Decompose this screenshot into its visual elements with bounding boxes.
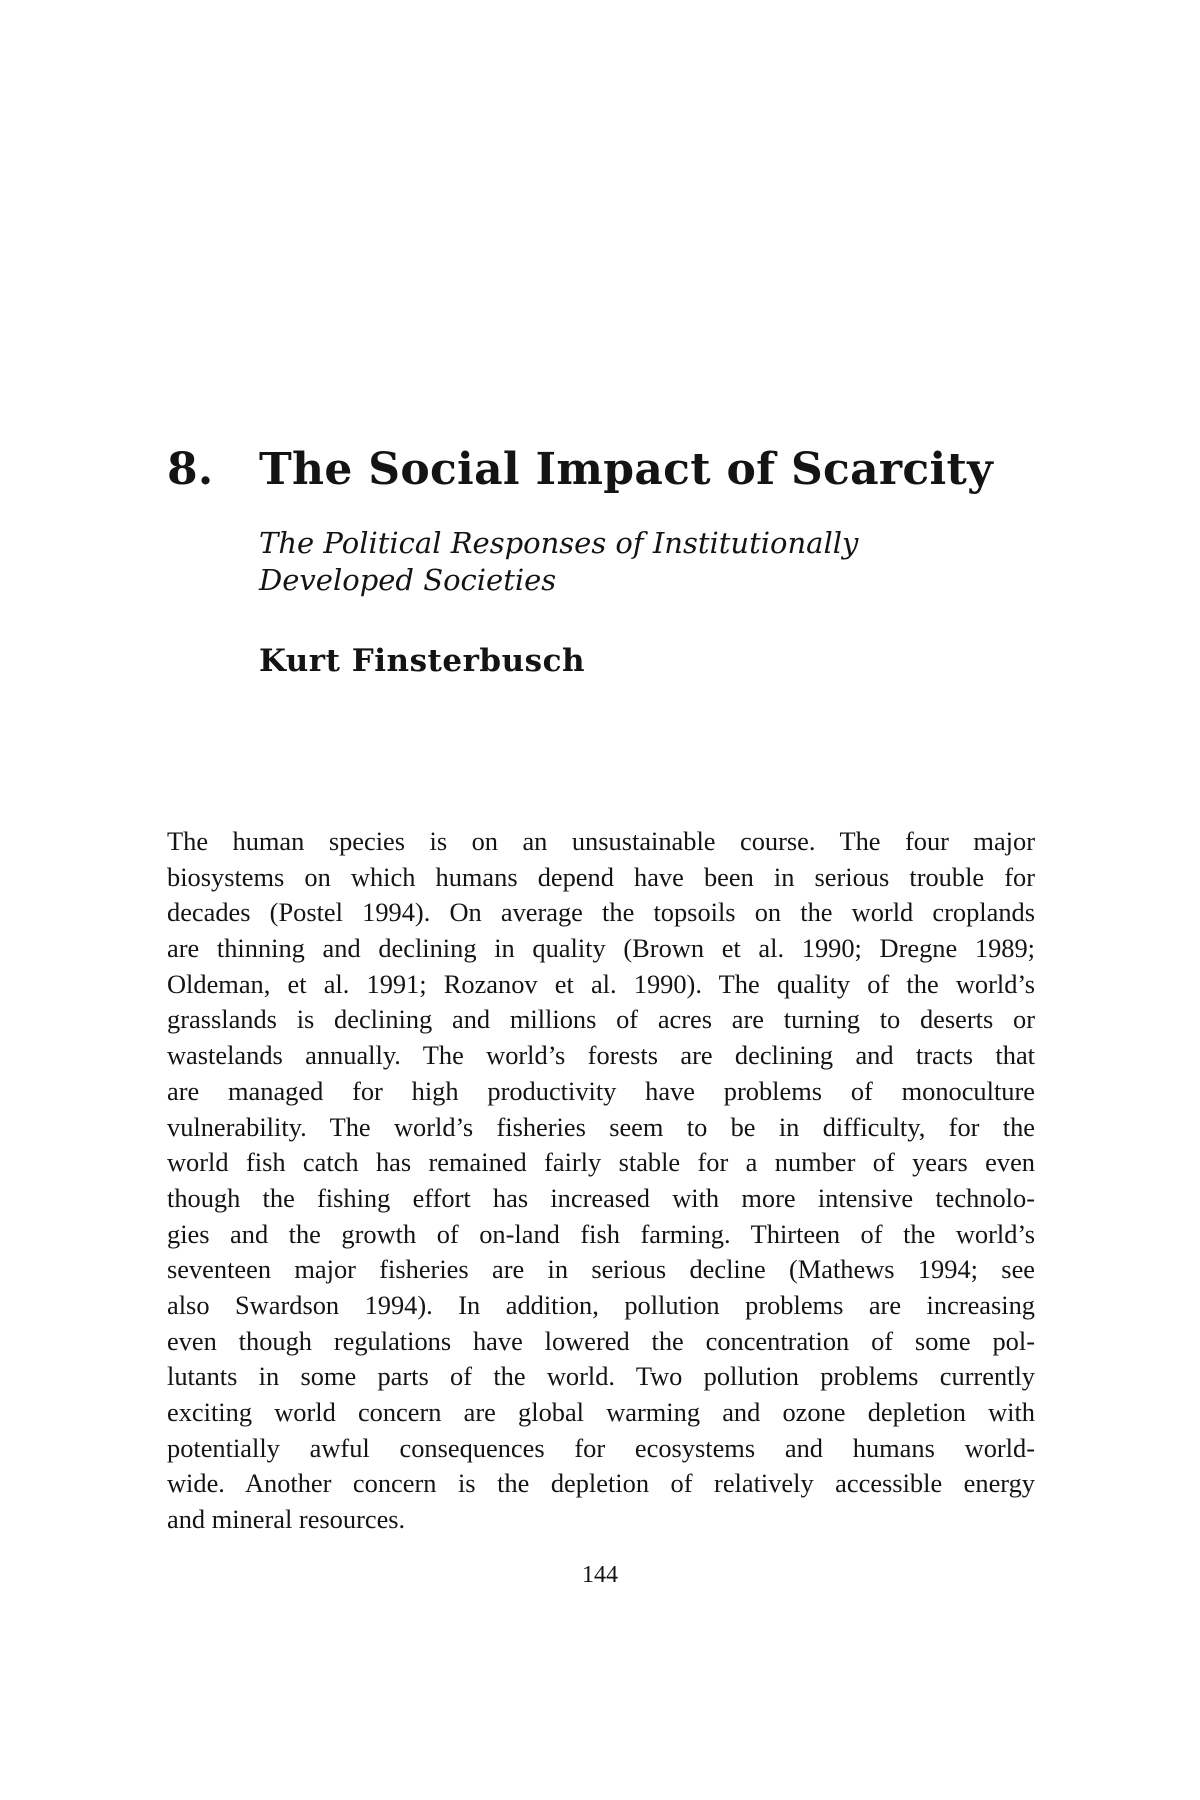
- paragraph-line: seventeen major fisheries are in serious decline (Mathews 1994; see: [167, 1254, 1035, 1285]
- chapter-number: 8.: [167, 444, 214, 495]
- subtitle-line: Developed Societies: [259, 563, 557, 597]
- paragraph-line: Oldeman, et al. 1991; Rozanov et al. 1990). The quality of the world’s: [167, 968, 1035, 999]
- paragraph-line: and mineral resources.: [167, 1504, 406, 1535]
- paragraph-line: wide. Another concern is the depletion of relatively accessible energy: [167, 1468, 1035, 1499]
- author-name: Kurt Finsterbusch: [259, 643, 585, 679]
- paragraph-line: decades (Postel 1994). On average the topsoils on the world croplands: [167, 897, 1035, 928]
- paragraph-line: exciting world concern are global warming and ozone depletion with: [167, 1397, 1035, 1427]
- chapter-subtitle: [259, 525, 1059, 599]
- paragraph-line: biosystems on which humans depend have been in serious trouble for: [167, 861, 1035, 892]
- paragraph-line: though the fishing effort has increased with more intensive technolo-: [167, 1182, 1035, 1213]
- body-paragraph: [167, 824, 1035, 1538]
- paragraph-line: world fish catch has remained fairly stable for a number of years even: [167, 1147, 1035, 1178]
- paragraph-line: are thinning and declining in quality (Brown et al. 1990; Dregne 1989;: [167, 933, 1035, 964]
- paragraph-line: The human species is on an unsustainable course. The four major: [167, 826, 1035, 856]
- chapter-heading: [167, 440, 1067, 500]
- page-number: 144: [582, 1562, 618, 1588]
- paragraph-line: grasslands is declining and millions of acres are turning to deserts or: [167, 1004, 1035, 1035]
- paragraph-line: even though regulations have lowered the concentration of some pol-: [167, 1325, 1035, 1356]
- paragraph-line: also Swardson 1994). In addition, pollution problems are increasing: [167, 1289, 1035, 1320]
- paragraph-line: vulnerability. The world’s fisheries seem to be in difficulty, for the: [167, 1111, 1035, 1142]
- chapter-title: The Social Impact of Scarcity: [259, 444, 994, 495]
- paragraph-line: lutants in some parts of the world. Two pollution problems currently: [167, 1361, 1035, 1392]
- subtitle-line: The Political Responses of Institutionally: [259, 526, 859, 560]
- paragraph-line: wastelands annually. The world’s forests are declining and tracts that: [167, 1040, 1035, 1071]
- paragraph-line: are managed for high productivity have problems of monoculture: [167, 1075, 1035, 1106]
- paragraph-line: potentially awful consequences for ecosystems and humans world-: [167, 1432, 1035, 1463]
- paragraph-line: gies and the growth of on-land fish farming. Thirteen of the world’s: [167, 1218, 1035, 1249]
